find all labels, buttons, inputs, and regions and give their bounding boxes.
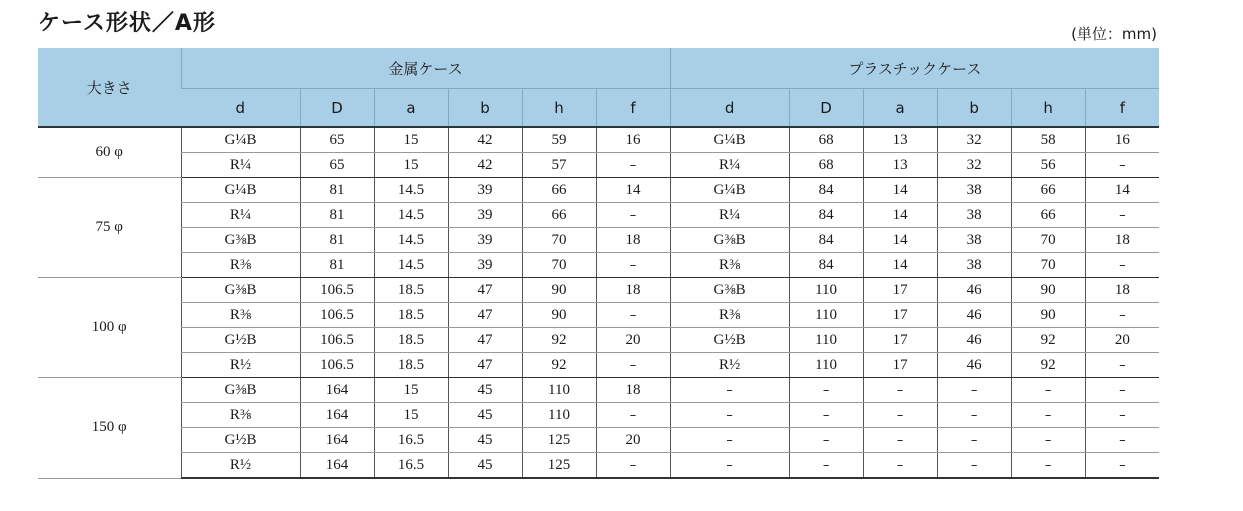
plastic-cell: – (937, 403, 1011, 428)
metal-cell: R⅜ (181, 403, 300, 428)
metal-cell: 14 (596, 178, 670, 203)
plastic-cell: 110 (789, 303, 863, 328)
plastic-cell: 18 (1085, 228, 1159, 253)
metal-cell: R¼ (181, 153, 300, 178)
plastic-cell: – (1085, 203, 1159, 228)
metal-cell: 57 (522, 153, 596, 178)
metal-cell: 16.5 (374, 453, 448, 479)
metal-cell: 47 (448, 328, 522, 353)
plastic-cell: – (863, 428, 937, 453)
table-row (38, 328, 1159, 353)
table-row (38, 178, 1159, 203)
metal-cell: 106.5 (300, 328, 374, 353)
plastic-cell: – (1011, 403, 1085, 428)
plastic-col-header: a (863, 89, 937, 128)
plastic-cell: 13 (863, 153, 937, 178)
plastic-cell: 66 (1011, 203, 1085, 228)
table-row (38, 378, 1159, 403)
metal-cell: 16.5 (374, 428, 448, 453)
plastic-cell: – (789, 403, 863, 428)
metal-cell: 45 (448, 453, 522, 479)
table-row (38, 228, 1159, 253)
size-cell: 100 φ (38, 278, 181, 378)
metal-case-header: 金属ケース (181, 48, 670, 89)
plastic-cell: 56 (1011, 153, 1085, 178)
metal-cell: – (596, 253, 670, 278)
size-cell: 60 φ (38, 127, 181, 178)
metal-cell: 18 (596, 278, 670, 303)
plastic-cell: R⅜ (670, 253, 789, 278)
metal-cell: 42 (448, 127, 522, 153)
unit-label: (単位：mm) (1071, 25, 1157, 43)
plastic-cell: – (1085, 403, 1159, 428)
metal-cell: 164 (300, 378, 374, 403)
metal-cell: G⅜B (181, 228, 300, 253)
metal-cell: R¼ (181, 203, 300, 228)
metal-cell: 106.5 (300, 303, 374, 328)
metal-cell: 81 (300, 253, 374, 278)
plastic-cell: 14 (863, 228, 937, 253)
plastic-cell: – (1085, 153, 1159, 178)
metal-cell: 45 (448, 428, 522, 453)
metal-cell: 164 (300, 453, 374, 479)
plastic-cell: 14 (863, 203, 937, 228)
plastic-col-header: h (1011, 89, 1085, 128)
plastic-cell: 14 (863, 178, 937, 203)
size-cell: 150 φ (38, 378, 181, 479)
metal-cell: 90 (522, 303, 596, 328)
metal-cell: 18.5 (374, 353, 448, 378)
metal-cell: G¼B (181, 127, 300, 153)
metal-cell: 65 (300, 127, 374, 153)
plastic-cell: 17 (863, 278, 937, 303)
plastic-cell: 90 (1011, 303, 1085, 328)
metal-cell: 15 (374, 127, 448, 153)
metal-cell: 16 (596, 127, 670, 153)
metal-cell: 47 (448, 353, 522, 378)
metal-cell: 110 (522, 403, 596, 428)
size-header: 大きさ (38, 48, 181, 127)
metal-cell: 66 (522, 203, 596, 228)
metal-cell: – (596, 303, 670, 328)
metal-cell: 15 (374, 378, 448, 403)
metal-cell: – (596, 153, 670, 178)
metal-col-header: d (181, 89, 300, 128)
plastic-cell: G⅜B (670, 278, 789, 303)
metal-cell: 14.5 (374, 253, 448, 278)
plastic-cell: – (670, 428, 789, 453)
plastic-cell: – (670, 403, 789, 428)
plastic-cell: 17 (863, 353, 937, 378)
metal-cell: 39 (448, 203, 522, 228)
metal-cell: 92 (522, 353, 596, 378)
metal-cell: 14.5 (374, 228, 448, 253)
metal-cell: G½B (181, 428, 300, 453)
plastic-cell: G⅜B (670, 228, 789, 253)
metal-cell: 45 (448, 378, 522, 403)
plastic-cell: R¼ (670, 203, 789, 228)
metal-col-header: f (596, 89, 670, 128)
plastic-cell: 38 (937, 203, 1011, 228)
metal-cell: 15 (374, 403, 448, 428)
table-row (38, 203, 1159, 228)
plastic-cell: R½ (670, 353, 789, 378)
plastic-cell: 16 (1085, 127, 1159, 153)
plastic-cell: – (1011, 378, 1085, 403)
plastic-cell: 46 (937, 353, 1011, 378)
metal-cell: 164 (300, 428, 374, 453)
metal-cell: R⅜ (181, 303, 300, 328)
plastic-cell: 17 (863, 328, 937, 353)
spec-table (38, 48, 1159, 479)
plastic-cell: 110 (789, 353, 863, 378)
table-row (38, 453, 1159, 479)
plastic-cell: 84 (789, 178, 863, 203)
metal-cell: – (596, 203, 670, 228)
metal-cell: G⅜B (181, 278, 300, 303)
metal-cell: R½ (181, 453, 300, 479)
plastic-cell: 92 (1011, 353, 1085, 378)
plastic-cell: 14 (863, 253, 937, 278)
table-row (38, 153, 1159, 178)
plastic-cell: – (670, 453, 789, 479)
metal-cell: 14.5 (374, 203, 448, 228)
table-row (38, 127, 1159, 153)
metal-cell: 81 (300, 203, 374, 228)
metal-cell: 90 (522, 278, 596, 303)
plastic-cell: 32 (937, 127, 1011, 153)
plastic-cell: 46 (937, 328, 1011, 353)
plastic-cell: – (789, 453, 863, 479)
metal-cell: – (596, 353, 670, 378)
metal-cell: 70 (522, 228, 596, 253)
metal-cell: 59 (522, 127, 596, 153)
plastic-cell: – (670, 378, 789, 403)
metal-col-header: h (522, 89, 596, 128)
plastic-cell: – (1085, 353, 1159, 378)
metal-cell: – (596, 403, 670, 428)
table-row (38, 428, 1159, 453)
table-body (38, 127, 1159, 478)
plastic-cell: G½B (670, 328, 789, 353)
metal-cell: G¼B (181, 178, 300, 203)
metal-cell: 39 (448, 228, 522, 253)
table-row (38, 353, 1159, 378)
plastic-cell: 32 (937, 153, 1011, 178)
plastic-cell: 18 (1085, 278, 1159, 303)
metal-cell: 110 (522, 378, 596, 403)
plastic-cell: – (1085, 303, 1159, 328)
size-cell: 75 φ (38, 178, 181, 278)
plastic-cell: 46 (937, 278, 1011, 303)
plastic-cell: – (1085, 378, 1159, 403)
metal-cell: R⅜ (181, 253, 300, 278)
plastic-cell: 17 (863, 303, 937, 328)
plastic-cell: 84 (789, 228, 863, 253)
metal-cell: 45 (448, 403, 522, 428)
metal-cell: 42 (448, 153, 522, 178)
metal-cell: 18 (596, 378, 670, 403)
plastic-cell: R⅜ (670, 303, 789, 328)
plastic-cell: – (863, 378, 937, 403)
plastic-cell: 13 (863, 127, 937, 153)
plastic-cell: – (1085, 453, 1159, 479)
plastic-cell: – (789, 428, 863, 453)
plastic-cell: – (863, 403, 937, 428)
plastic-cell: – (863, 453, 937, 479)
metal-cell: 106.5 (300, 353, 374, 378)
plastic-col-header: D (789, 89, 863, 128)
table-row (38, 403, 1159, 428)
plastic-cell: 38 (937, 228, 1011, 253)
plastic-cell: G¼B (670, 127, 789, 153)
metal-cell: G⅜B (181, 378, 300, 403)
metal-cell: 106.5 (300, 278, 374, 303)
table-header (38, 48, 1159, 127)
plastic-cell: – (937, 453, 1011, 479)
table-row (38, 253, 1159, 278)
plastic-cell: – (1011, 428, 1085, 453)
plastic-cell: 70 (1011, 253, 1085, 278)
plastic-cell: – (1085, 428, 1159, 453)
metal-col-header: D (300, 89, 374, 128)
page-title: ケース形状／A形 (38, 11, 216, 36)
plastic-cell: 68 (789, 153, 863, 178)
metal-cell: 65 (300, 153, 374, 178)
metal-cell: 125 (522, 428, 596, 453)
plastic-cell: 92 (1011, 328, 1085, 353)
plastic-cell: 38 (937, 178, 1011, 203)
plastic-cell: – (937, 378, 1011, 403)
plastic-cell: – (1085, 253, 1159, 278)
plastic-cell: – (1011, 453, 1085, 479)
plastic-cell: 46 (937, 303, 1011, 328)
metal-cell: G½B (181, 328, 300, 353)
metal-cell: 164 (300, 403, 374, 428)
metal-col-header: a (374, 89, 448, 128)
metal-cell: 18.5 (374, 278, 448, 303)
metal-cell: – (596, 453, 670, 479)
metal-cell: 20 (596, 428, 670, 453)
metal-cell: 39 (448, 178, 522, 203)
plastic-cell: 84 (789, 253, 863, 278)
plastic-cell: 90 (1011, 278, 1085, 303)
table-row (38, 303, 1159, 328)
plastic-cell: 66 (1011, 178, 1085, 203)
metal-cell: 39 (448, 253, 522, 278)
plastic-cell: G¼B (670, 178, 789, 203)
table-row (38, 278, 1159, 303)
metal-cell: R½ (181, 353, 300, 378)
plastic-cell: 110 (789, 278, 863, 303)
plastic-cell: 38 (937, 253, 1011, 278)
plastic-cell: – (789, 378, 863, 403)
plastic-col-header: f (1085, 89, 1159, 128)
metal-cell: 81 (300, 228, 374, 253)
metal-cell: 15 (374, 153, 448, 178)
metal-col-header: b (448, 89, 522, 128)
plastic-cell: R¼ (670, 153, 789, 178)
plastic-case-header: プラスチックケース (670, 48, 1159, 89)
metal-cell: 20 (596, 328, 670, 353)
plastic-cell: 84 (789, 203, 863, 228)
metal-cell: 18.5 (374, 328, 448, 353)
plastic-cell: 110 (789, 328, 863, 353)
plastic-cell: 58 (1011, 127, 1085, 153)
plastic-cell: 14 (1085, 178, 1159, 203)
metal-cell: 47 (448, 303, 522, 328)
metal-cell: 66 (522, 178, 596, 203)
plastic-cell: 70 (1011, 228, 1085, 253)
plastic-cell: 20 (1085, 328, 1159, 353)
plastic-cell: 68 (789, 127, 863, 153)
metal-cell: 125 (522, 453, 596, 479)
plastic-cell: – (937, 428, 1011, 453)
metal-cell: 18.5 (374, 303, 448, 328)
metal-cell: 14.5 (374, 178, 448, 203)
plastic-col-header: b (937, 89, 1011, 128)
metal-cell: 47 (448, 278, 522, 303)
metal-cell: 18 (596, 228, 670, 253)
metal-cell: 92 (522, 328, 596, 353)
plastic-col-header: d (670, 89, 789, 128)
metal-cell: 81 (300, 178, 374, 203)
metal-cell: 70 (522, 253, 596, 278)
